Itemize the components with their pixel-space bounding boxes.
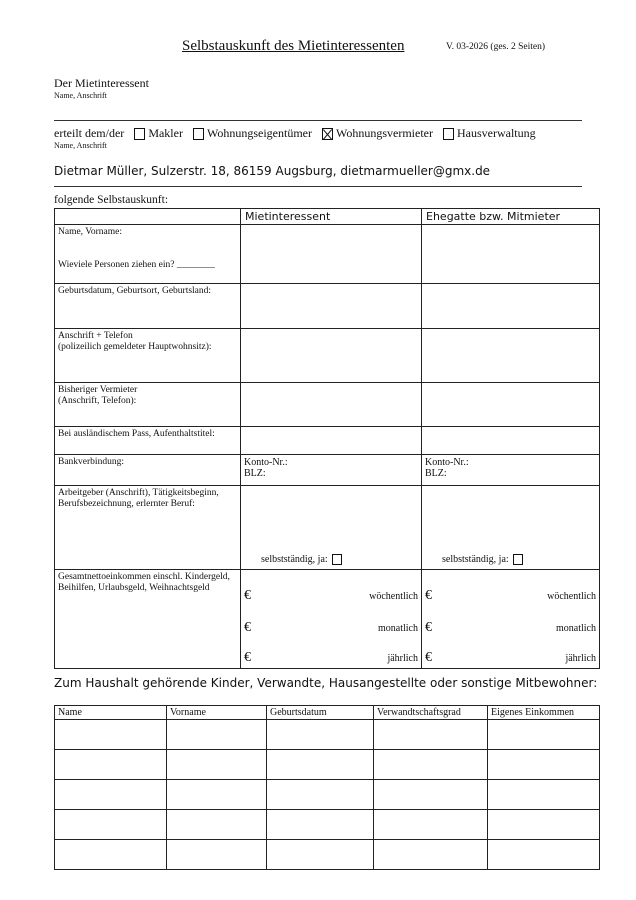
household-cell[interactable] [55, 720, 167, 750]
euro-symbol: € [244, 588, 251, 603]
row-label-address [55, 329, 241, 383]
household-cell[interactable] [488, 720, 600, 750]
yearly-label: jährlich [565, 653, 596, 664]
household-col-name: Name [55, 706, 167, 720]
tenant-self-employed [261, 554, 345, 565]
euro-symbol: € [425, 588, 432, 603]
field-tenant-bank[interactable] [241, 455, 422, 486]
option-hausverwaltung-label: Hausverwaltung [457, 126, 536, 140]
household-row [55, 720, 600, 750]
household-heading: Zum Haushalt gehörende Kinder, Verwandte, Hausangestellte oder sonstige Mitbewohner: [54, 676, 598, 690]
document-title: Selbstauskunft des Mietinteressenten [182, 38, 405, 54]
row-label-landlord [55, 383, 241, 427]
household-cell[interactable] [267, 780, 374, 810]
partner-konto-label: Konto-Nr.: [425, 457, 469, 468]
partner-self-employed [442, 554, 526, 565]
label-employer: Arbeitgeber (Anschrift), Tätigkeitsbeginn, Berufsbezeichnung, erlernter Beruf: [55, 486, 241, 570]
recipient-address: Dietmar Müller, Sulzerstr. 18, 86159 Augsburg, dietmarmueller@gmx.de [54, 164, 491, 178]
tenant-self-employed-label: selbstständig, ja: [261, 553, 328, 565]
partner-self-employed-label: selbstständig, ja: [442, 553, 509, 565]
euro-symbol: € [425, 620, 432, 635]
field-tenant-employer[interactable] [241, 486, 422, 570]
checkbox-makler[interactable] [134, 128, 145, 140]
recipient-line [54, 186, 582, 187]
label-address-line2: (polizeilich gemeldeter Hauptwohnsitz): [58, 342, 212, 353]
household-col-vorname: Vorname [167, 706, 267, 720]
column-header-tenant: Mietinteressent [241, 209, 422, 225]
field-tenant-income[interactable] [241, 570, 422, 669]
checkbox-wohnungsvermieter[interactable] [322, 128, 333, 140]
header-blank [55, 209, 241, 225]
household-table [54, 705, 600, 870]
household-cell[interactable] [374, 810, 488, 840]
tenant-section [54, 76, 149, 100]
option-wohnungseigentuemer-label: Wohnungseigentümer [206, 126, 312, 140]
label-persons: Wieviele Personen ziehen ein? ________ [58, 260, 215, 271]
household-cell[interactable] [167, 720, 267, 750]
label-income: Gesamtnettoeinkommen einschl. Kindergeld, Beihilfen, Urlaubsgeld, Weihnachtsgeld [55, 570, 241, 669]
household-cell[interactable] [488, 810, 600, 840]
household-cell[interactable] [167, 750, 267, 780]
selbstauskunft-table [54, 208, 600, 669]
household-cell[interactable] [55, 810, 167, 840]
label-passport: Bei ausländischem Pass, Aufenthaltstitel: [55, 427, 241, 455]
label-bank: Bankverbindung: [55, 455, 241, 486]
option-wohnungsvermieter-label: Wohnungsvermieter [335, 126, 433, 140]
weekly-label: wöchentlich [369, 591, 418, 602]
field-partner-bank[interactable] [422, 455, 600, 486]
weekly-label: wöchentlich [547, 591, 596, 602]
partner-income-monthly[interactable] [425, 604, 596, 636]
partner-blz-label: BLZ: [425, 468, 447, 479]
field-partner-landlord[interactable] [422, 383, 600, 427]
field-tenant-name[interactable] [241, 225, 422, 284]
checkbox-wohnungseigentuemer[interactable] [193, 128, 204, 140]
field-partner-income[interactable] [422, 570, 600, 669]
main-table-intro: folgende Selbstauskunft: [54, 194, 169, 206]
household-cell[interactable] [167, 810, 267, 840]
household-cell[interactable] [488, 750, 600, 780]
yearly-label: jährlich [387, 653, 418, 664]
row-label-name [55, 225, 241, 284]
field-partner-birth[interactable] [422, 284, 600, 329]
household-cell[interactable] [488, 840, 600, 870]
tenant-blz-label: BLZ: [244, 468, 266, 479]
household-cell[interactable] [374, 750, 488, 780]
monthly-label: monatlich [556, 623, 596, 634]
field-partner-employer[interactable] [422, 486, 600, 570]
tenant-income-weekly[interactable] [244, 572, 418, 604]
label-landlord-line1: Bisheriger Vermieter [58, 385, 138, 395]
household-cell[interactable] [55, 780, 167, 810]
field-tenant-passport[interactable] [241, 427, 422, 455]
euro-symbol: € [244, 650, 251, 665]
household-cell[interactable] [374, 840, 488, 870]
household-row [55, 840, 600, 870]
partner-income-weekly[interactable] [425, 572, 596, 604]
document-version: V. 03-2026 (ges. 2 Seiten) [446, 42, 546, 52]
tenant-income-yearly[interactable] [244, 636, 418, 666]
euro-symbol: € [244, 620, 251, 635]
household-col-geburtsdatum: Geburtsdatum [267, 706, 374, 720]
household-col-verwandtschaftsgrad: Verwandtschaftsgrad [374, 706, 488, 720]
checkbox-hausverwaltung[interactable] [443, 128, 454, 140]
label-address-line1: Anschrift + Telefon [58, 331, 133, 341]
euro-symbol: € [425, 650, 432, 665]
field-tenant-landlord[interactable] [241, 383, 422, 427]
household-col-einkommen: Eigenes Einkommen [488, 706, 600, 720]
label-landlord-line2: (Anschrift, Telefon): [58, 396, 137, 407]
household-cell[interactable] [55, 840, 167, 870]
tenant-line [54, 120, 582, 121]
household-cell[interactable] [488, 780, 600, 810]
household-cell[interactable] [374, 780, 488, 810]
field-partner-address[interactable] [422, 329, 600, 383]
tenant-caption: Name, Anschrift [54, 91, 107, 100]
tenant-income-monthly[interactable] [244, 604, 418, 636]
field-partner-passport[interactable] [422, 427, 600, 455]
option-makler-label: Makler [148, 126, 183, 140]
household-row [55, 780, 600, 810]
household-row [55, 810, 600, 840]
household-cell[interactable] [267, 750, 374, 780]
partner-income-yearly[interactable] [425, 636, 596, 666]
field-partner-name[interactable] [422, 225, 600, 284]
monthly-label: monatlich [378, 623, 418, 634]
household-cell[interactable] [374, 720, 488, 750]
household-cell[interactable] [267, 720, 374, 750]
field-tenant-birth[interactable] [241, 284, 422, 329]
field-tenant-address[interactable] [241, 329, 422, 383]
household-cell[interactable] [267, 840, 374, 870]
issuer-row [54, 126, 536, 141]
tenant-konto-label: Konto-Nr.: [244, 457, 288, 468]
column-header-partner: Ehegatte bzw. Mitmieter [422, 209, 600, 225]
household-cell[interactable] [267, 810, 374, 840]
household-cell[interactable] [167, 840, 267, 870]
issuer-prefix: erteilt dem/der [54, 126, 125, 140]
household-row [55, 750, 600, 780]
issuer-caption: Name, Anschrift [54, 141, 107, 150]
checkbox-tenant-self-employed[interactable] [332, 554, 342, 565]
household-cell[interactable] [167, 780, 267, 810]
household-cell[interactable] [55, 750, 167, 780]
label-birth: Geburtsdatum, Geburtsort, Geburtsland: [55, 284, 241, 329]
tenant-label: Der Mietinteressent [54, 76, 149, 90]
label-name: Name, Vorname: [58, 227, 123, 237]
checkbox-partner-self-employed[interactable] [513, 554, 523, 565]
